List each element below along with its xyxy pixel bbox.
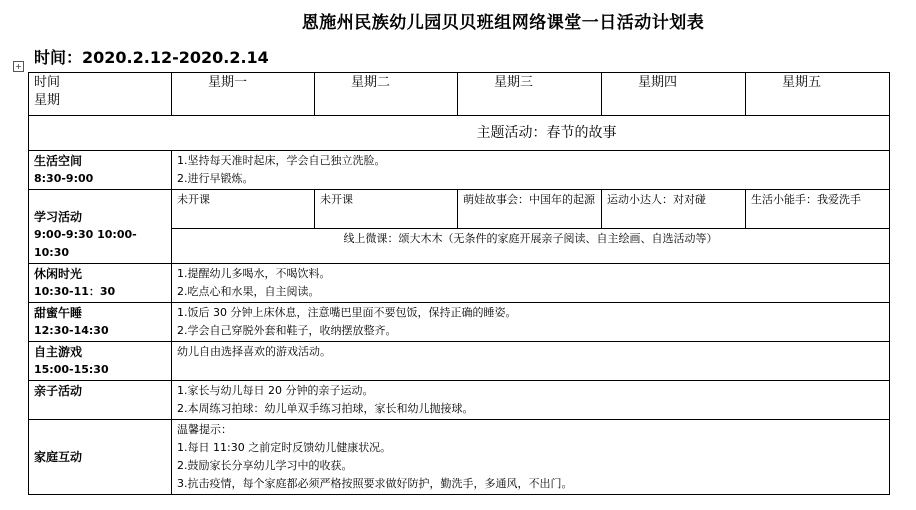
nap-line-1: 1.饭后 30 分钟上床休息，注意嘴巴里面不要包饭，保持正确的睡姿。 xyxy=(177,306,517,319)
family-line-4: 3.抗击疫情，每个家庭都必须严格按照要求做好防护，勤洗手，多通风，不出门。 xyxy=(177,477,573,490)
document-title: 恩施州民族幼儿园贝贝班组网络课堂一日活动计划表 xyxy=(301,13,705,33)
leisure-line-2: 2.吃点心和水果，自主阅读。 xyxy=(177,285,320,298)
corner-cell xyxy=(29,73,172,116)
leisure-label: 休闲时光 xyxy=(34,267,83,281)
family-line-2: 1.每日 11:30 之前定时反馈幼儿健康状况。 xyxy=(177,441,392,454)
nap-time: 12:30-14:30 xyxy=(34,324,109,337)
leisure-line-1: 1.提醒幼儿多喝水，不喝饮料。 xyxy=(177,267,331,280)
row-play xyxy=(29,342,890,381)
row-life xyxy=(29,151,890,190)
play-content xyxy=(172,342,890,381)
row-label-study xyxy=(29,190,172,264)
family-content xyxy=(172,420,890,495)
life-label: 生活空间 xyxy=(34,154,83,168)
day-wednesday: 星期三 xyxy=(458,73,602,116)
parent-line-2: 2.本周练习拍球：幼儿单双手练习拍球，家长和幼儿抛接球。 xyxy=(177,402,474,415)
row-label-nap xyxy=(29,303,172,342)
life-line-1: 1.坚持每天准时起床，学会自己独立洗脸。 xyxy=(177,154,386,167)
day-monday: 星期一 xyxy=(172,73,315,116)
row-study xyxy=(29,190,890,229)
study-friday: 生活小能手：我爱洗手 xyxy=(746,190,890,229)
leisure-content xyxy=(172,264,890,303)
family-line-1: 温馨提示： xyxy=(177,423,232,436)
study-online-note: 线上微课：颂大木木（无条件的家庭开展亲子阅读、自主绘画、自选活动等） xyxy=(172,229,890,264)
family-label: 家庭互动 xyxy=(34,450,83,464)
parent-label: 亲子活动 xyxy=(34,384,83,398)
life-line-2: 2.进行早锻炼。 xyxy=(177,172,254,185)
study-wednesday: 萌娃故事会：中国年的起源 xyxy=(458,190,602,229)
table-move-handle-icon[interactable]: + xyxy=(13,61,24,72)
study-tuesday: 未开课 xyxy=(315,190,458,229)
row-label-life xyxy=(29,151,172,190)
nap-label: 甜蜜午睡 xyxy=(34,306,83,320)
play-line-1: 幼儿自由选择喜欢的游戏活动。 xyxy=(177,345,331,358)
row-parent xyxy=(29,381,890,420)
parent-line-1: 1.家长与幼儿每日 20 分钟的亲子运动。 xyxy=(177,384,374,397)
play-time: 15:00-15:30 xyxy=(34,363,109,376)
corner-weekday-label: 星期 xyxy=(34,93,61,108)
nap-content xyxy=(172,303,890,342)
row-leisure xyxy=(29,264,890,303)
parent-content xyxy=(172,381,890,420)
corner-time-label: 时间 xyxy=(34,75,61,90)
row-label-parent xyxy=(29,381,172,420)
study-monday: 未开课 xyxy=(172,190,315,229)
header-row xyxy=(29,73,890,116)
life-content xyxy=(172,151,890,190)
schedule-table xyxy=(28,72,890,495)
leisure-time: 10:30-11：30 xyxy=(34,285,116,298)
play-label: 自主游戏 xyxy=(34,345,83,359)
nap-line-2: 2.学会自己穿脱外套和鞋子，收纳摆放整齐。 xyxy=(177,324,397,337)
theme-activity: 主题活动：春节的故事 xyxy=(29,116,890,151)
life-time: 8:30-9:00 xyxy=(34,172,94,185)
row-family xyxy=(29,420,890,495)
study-time: 9:00-9:30 10:00-10:30 xyxy=(34,228,137,259)
row-label-family xyxy=(29,420,172,495)
day-friday: 星期五 xyxy=(746,73,890,116)
row-nap xyxy=(29,303,890,342)
study-thursday: 运动小达人：对对碰 xyxy=(602,190,746,229)
day-thursday: 星期四 xyxy=(602,73,746,116)
day-tuesday: 星期二 xyxy=(315,73,458,116)
family-line-3: 2.鼓励家长分享幼儿学习中的收获。 xyxy=(177,459,353,472)
theme-row xyxy=(29,116,890,151)
row-label-leisure xyxy=(29,264,172,303)
study-label: 学习活动 xyxy=(34,210,83,224)
row-label-play xyxy=(29,342,172,381)
date-range: 时间：2020.2.12-2020.2.14 xyxy=(34,48,269,67)
